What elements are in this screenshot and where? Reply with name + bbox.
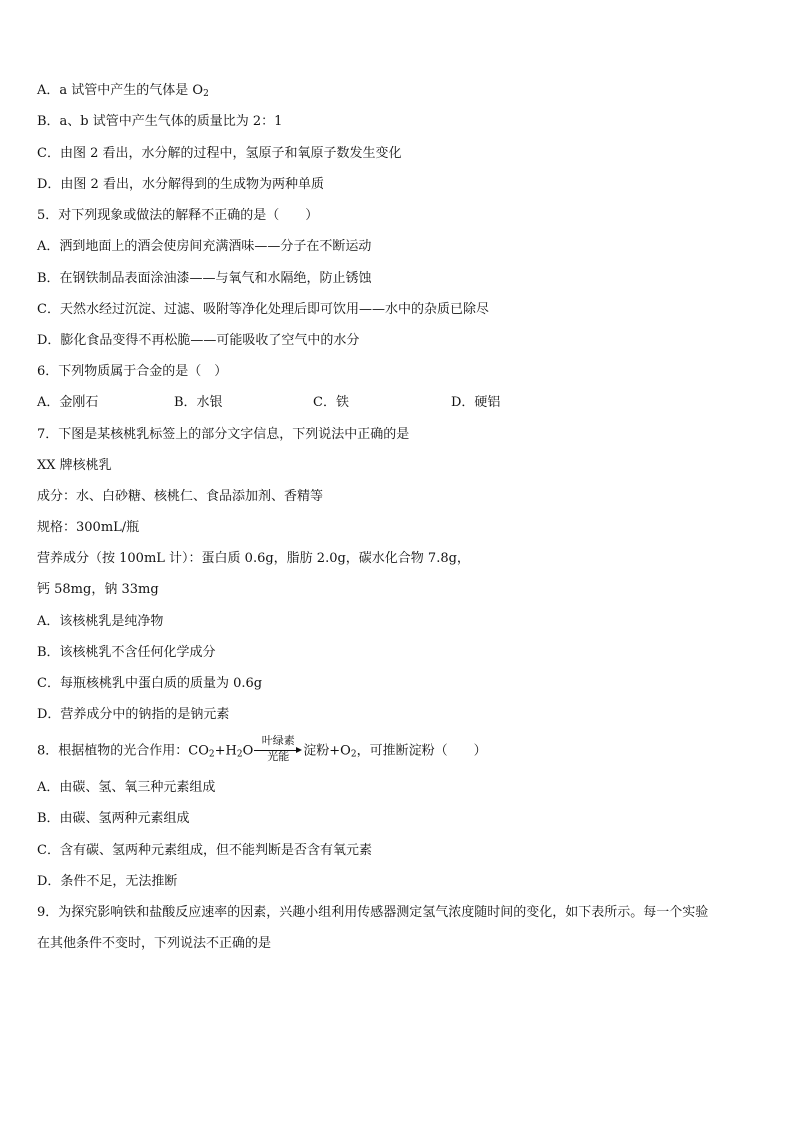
q7-option-c: C．每瓶核桃乳中蛋白质的质量为 0.6g (37, 676, 263, 691)
o2-subscript: 2 (203, 89, 209, 99)
q8-stem-h2o-a: +H (214, 743, 237, 759)
q8-stem (37, 734, 764, 763)
q4-option-d: D．由图 2 看出，水分解得到的生成物为两种单质 (37, 177, 324, 192)
q4-option-b: B．a、b 试管中产生气体的质量比为 2：1 (37, 114, 283, 129)
q7-option-d: D．营养成分中的钠指的是钠元素 (37, 707, 230, 722)
q6-option-b: B．水银 (174, 395, 223, 410)
q6-option-c: C．铁 (313, 395, 349, 410)
q7-stem: 7．下图是某核桃乳标签上的部分文字信息，下列说法中正确的是 (37, 427, 410, 442)
q4-option-a (37, 82, 764, 100)
arrow-condition-bottom: 光能 (267, 750, 290, 763)
q8-stem-product: 淀粉+O (303, 743, 351, 759)
q5-option-c: C．天然水经过沉淀、过滤、吸附等净化处理后即可饮用——水中的杂质已除尽 (37, 302, 489, 317)
q9-stem-line-1: 9．为探究影响铁和盐酸反应速率的因素，兴趣小组利用传感器测定氢气浓度随时间的变化，如下表所示。每一个实验 (37, 905, 709, 920)
q8-option-a: A．由碳、氢、氧三种元素组成 (37, 780, 216, 795)
q7-option-a: A．该核桃乳是纯净物 (37, 614, 164, 629)
co2-subscript: 2 (208, 749, 215, 760)
q8-stem-h2o-b: O (242, 743, 254, 759)
q6-stem: 6．下列物质属于合金的是（ ） (37, 364, 228, 379)
h2o-subscript: 2 (236, 749, 243, 760)
q7-label-nutrition-2: 钙 58mg，钠 33mg (37, 582, 159, 597)
q7-label-ingredients: 成分：水、白砂糖、核桃仁、食品添加剂、香精等 (37, 489, 324, 504)
q7-label-nutrition-1: 营养成分（按 100mL 计）：蛋白质 0.6g，脂肪 2.0g，碳水化合物 7.8g， (37, 551, 470, 566)
q4-option-a-text: A．a 试管中产生的气体是 O (37, 83, 204, 98)
q8-option-b: B．由碳、氢两种元素组成 (37, 811, 190, 826)
q7-option-b: B．该核桃乳不含任何化学成分 (37, 645, 216, 660)
q5-option-d: D．膨化食品变得不再松脆——可能吸收了空气中的水分 (37, 333, 360, 348)
q7-label-spec: 规格：300mL/瓶 (37, 520, 140, 535)
q6-option-a: A．金刚石 (37, 395, 99, 410)
q5-option-b: B．在钢铁制品表面涂油漆——与氧气和水隔绝，防止锈蚀 (37, 271, 372, 286)
q8-stem-suffix: ，可推断淀粉（ ） (356, 743, 487, 759)
o2-product-subscript: 2 (350, 749, 357, 760)
q8-option-c: C．含有碳、氢两种元素组成，但不能判断是否含有氧元素 (37, 843, 372, 858)
q4-option-c: C．由图 2 看出，水分解的过程中，氢原子和氧原子数发生变化 (37, 146, 402, 161)
q5-option-a: A．洒到地面上的酒会使房间充满酒味——分子在不断运动 (37, 239, 372, 254)
q5-stem: 5．对下列现象或做法的解释不正确的是（ ） (37, 208, 319, 223)
reaction-arrow (254, 734, 302, 763)
q9-stem-line-2: 在其他条件不变时，下列说法不正确的是 (37, 936, 272, 951)
arrow-condition-top: 叶绿素 (261, 734, 295, 747)
q8-stem-prefix: 8．根据植物的光合作用：CO (37, 743, 209, 759)
q8-option-d: D．条件不足，无法推断 (37, 874, 178, 889)
q7-label-brand: XX 牌核桃乳 (37, 458, 112, 473)
q6-option-d: D．硬铝 (451, 395, 501, 410)
